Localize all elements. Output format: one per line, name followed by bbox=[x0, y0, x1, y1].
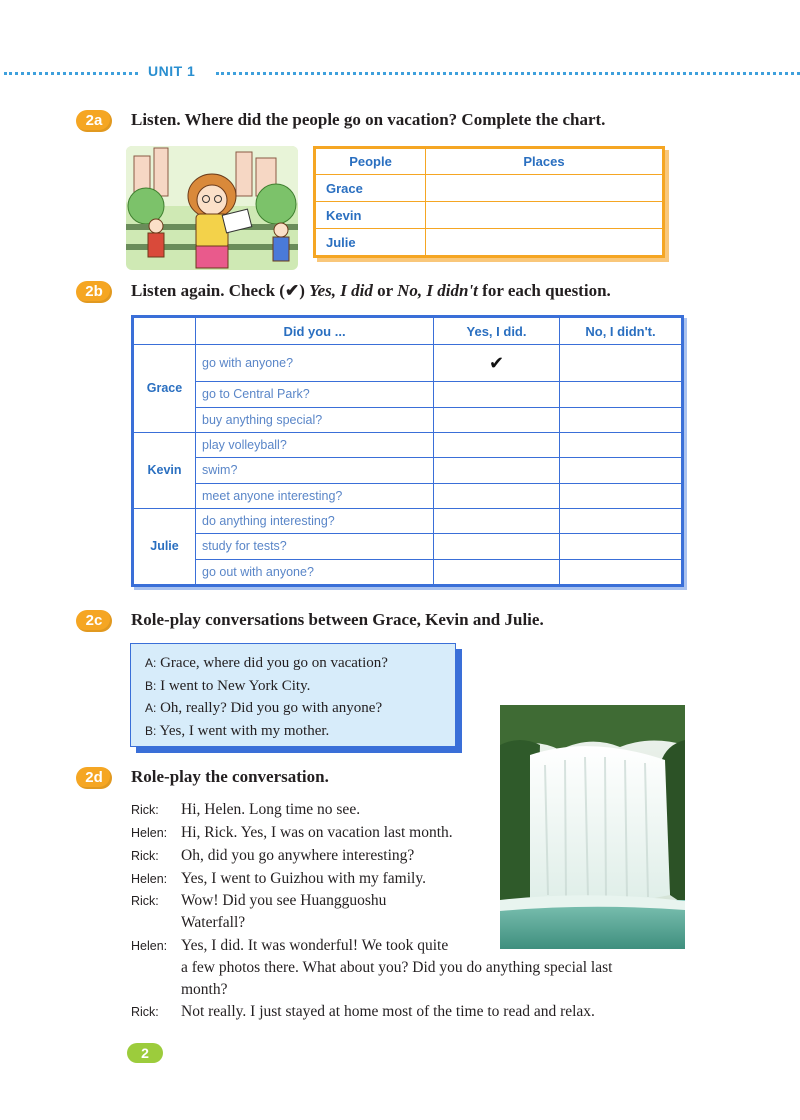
instruction-text: for each question. bbox=[477, 281, 611, 300]
conversation-line bbox=[145, 675, 441, 698]
header-people: People bbox=[316, 149, 426, 175]
speaker-name: Rick: bbox=[131, 1005, 159, 1019]
unit-header bbox=[0, 63, 800, 83]
yes-check-cell[interactable] bbox=[434, 407, 560, 432]
dialogue-text: a few photos there. What about you? Did you do anything special last bbox=[181, 959, 613, 976]
places-chart bbox=[313, 146, 665, 258]
line-text: Oh, really? Did you go with anyone? bbox=[160, 700, 383, 716]
question-cell: go with anyone? bbox=[196, 345, 434, 382]
conversation-line bbox=[145, 652, 441, 675]
instruction-no: No, I didn't bbox=[397, 281, 478, 300]
waterfall-photo bbox=[500, 705, 685, 949]
yes-check-cell[interactable] bbox=[434, 458, 560, 483]
check-symbol: ✔ bbox=[284, 281, 300, 300]
question-cell: study for tests? bbox=[196, 534, 434, 559]
question-cell: meet anyone interesting? bbox=[196, 483, 434, 508]
instruction-2d: Role-play the conversation. bbox=[131, 767, 329, 786]
yes-check-cell[interactable] bbox=[434, 432, 560, 457]
yes-check-cell[interactable]: ✔ bbox=[434, 345, 560, 382]
speaker-name: Helen: bbox=[131, 939, 168, 953]
row-name: Kevin bbox=[316, 202, 426, 229]
yes-check-cell[interactable] bbox=[434, 559, 560, 584]
dialogue-text: Hi, Rick. Yes, I was on vacation last month. bbox=[181, 824, 453, 841]
header-blank bbox=[134, 318, 196, 345]
places-answer-cell[interactable] bbox=[426, 175, 663, 202]
row-name: Julie bbox=[316, 229, 426, 256]
speaker-label: A: bbox=[145, 656, 157, 670]
instruction-text: Listen again. Check ( bbox=[131, 281, 285, 300]
header-no: No, I didn't. bbox=[560, 318, 682, 345]
instruction-text: ) bbox=[299, 281, 310, 300]
dialogue-text: month? bbox=[181, 981, 228, 998]
dotted-rule-left bbox=[4, 72, 138, 75]
instruction-2a: Listen. Where did the people go on vacation? Complete the chart. bbox=[131, 110, 606, 129]
dialogue-text: Waterfall? bbox=[181, 914, 246, 931]
activity-badge-2a: 2a bbox=[76, 110, 112, 132]
line-text: I went to New York City. bbox=[160, 677, 311, 694]
speaker-label: B: bbox=[145, 678, 157, 693]
header-places: Places bbox=[426, 149, 663, 175]
check-chart bbox=[131, 315, 684, 587]
person-cell: Kevin bbox=[134, 432, 196, 508]
dialogue-text: Yes, I did. It was wonderful! We took quite bbox=[181, 937, 449, 954]
dialogue-text: Not really. I just stayed at home most of the time to read and relax. bbox=[181, 1003, 595, 1020]
no-check-cell[interactable] bbox=[560, 534, 682, 559]
dotted-rule-right bbox=[216, 72, 800, 75]
dialogue-text: Wow! Did you see Huangguoshu bbox=[181, 892, 387, 909]
girl-in-park-illustration bbox=[126, 146, 298, 270]
instruction-yes: Yes, I did bbox=[309, 281, 373, 300]
conversation-line bbox=[145, 697, 441, 720]
no-check-cell[interactable] bbox=[560, 407, 682, 432]
activity-badge-2c: 2c bbox=[76, 610, 112, 632]
yes-check-cell[interactable] bbox=[434, 534, 560, 559]
unit-label: UNIT 1 bbox=[148, 63, 196, 79]
line-text: Yes, I went with my mother. bbox=[159, 722, 330, 739]
conversation-line bbox=[145, 720, 441, 743]
places-answer-cell[interactable] bbox=[426, 202, 663, 229]
no-check-cell[interactable] bbox=[560, 483, 682, 508]
line-text: Grace, where did you go on vacation? bbox=[160, 655, 388, 671]
instruction-2c: Role-play conversations between Grace, Kevin and Julie. bbox=[131, 610, 544, 629]
question-cell: do anything interesting? bbox=[196, 508, 434, 533]
places-answer-cell[interactable] bbox=[426, 229, 663, 256]
yes-check-cell[interactable] bbox=[434, 382, 560, 407]
yes-check-cell[interactable] bbox=[434, 483, 560, 508]
speaker-name: Helen: bbox=[131, 826, 168, 840]
dialogue-text: Oh, did you go anywhere interesting? bbox=[181, 847, 415, 864]
question-cell: swim? bbox=[196, 458, 434, 483]
no-check-cell[interactable] bbox=[560, 559, 682, 584]
no-check-cell[interactable] bbox=[560, 345, 682, 382]
speaker-name: Helen: bbox=[131, 872, 168, 886]
yes-check-cell[interactable] bbox=[434, 508, 560, 533]
no-check-cell[interactable] bbox=[560, 382, 682, 407]
sample-conversation-box bbox=[130, 643, 456, 747]
activity-badge-2d: 2d bbox=[76, 767, 112, 789]
dialogue-text: Hi, Helen. Long time no see. bbox=[181, 801, 361, 818]
no-check-cell[interactable] bbox=[560, 458, 682, 483]
header-yes: Yes, I did. bbox=[434, 318, 560, 345]
instruction-2b bbox=[131, 281, 611, 301]
activity-badge-2b: 2b bbox=[76, 281, 112, 303]
speaker-label: B: bbox=[145, 723, 157, 738]
dialogue-text: Yes, I went to Guizhou with my family. bbox=[181, 870, 426, 887]
person-cell: Julie bbox=[134, 508, 196, 584]
row-name: Grace bbox=[316, 175, 426, 202]
speaker-name: Rick: bbox=[131, 894, 159, 908]
speaker-name: Rick: bbox=[131, 803, 159, 817]
speaker-label: A: bbox=[145, 701, 157, 715]
question-cell: go out with anyone? bbox=[196, 559, 434, 584]
instruction-text: or bbox=[372, 281, 398, 300]
header-did-you: Did you ... bbox=[196, 318, 434, 345]
question-cell: go to Central Park? bbox=[196, 382, 434, 407]
no-check-cell[interactable] bbox=[560, 432, 682, 457]
question-cell: buy anything special? bbox=[196, 407, 434, 432]
no-check-cell[interactable] bbox=[560, 508, 682, 533]
question-cell: play volleyball? bbox=[196, 432, 434, 457]
speaker-name: Rick: bbox=[131, 849, 159, 863]
page-number: 2 bbox=[127, 1043, 163, 1063]
person-cell: Grace bbox=[134, 345, 196, 433]
